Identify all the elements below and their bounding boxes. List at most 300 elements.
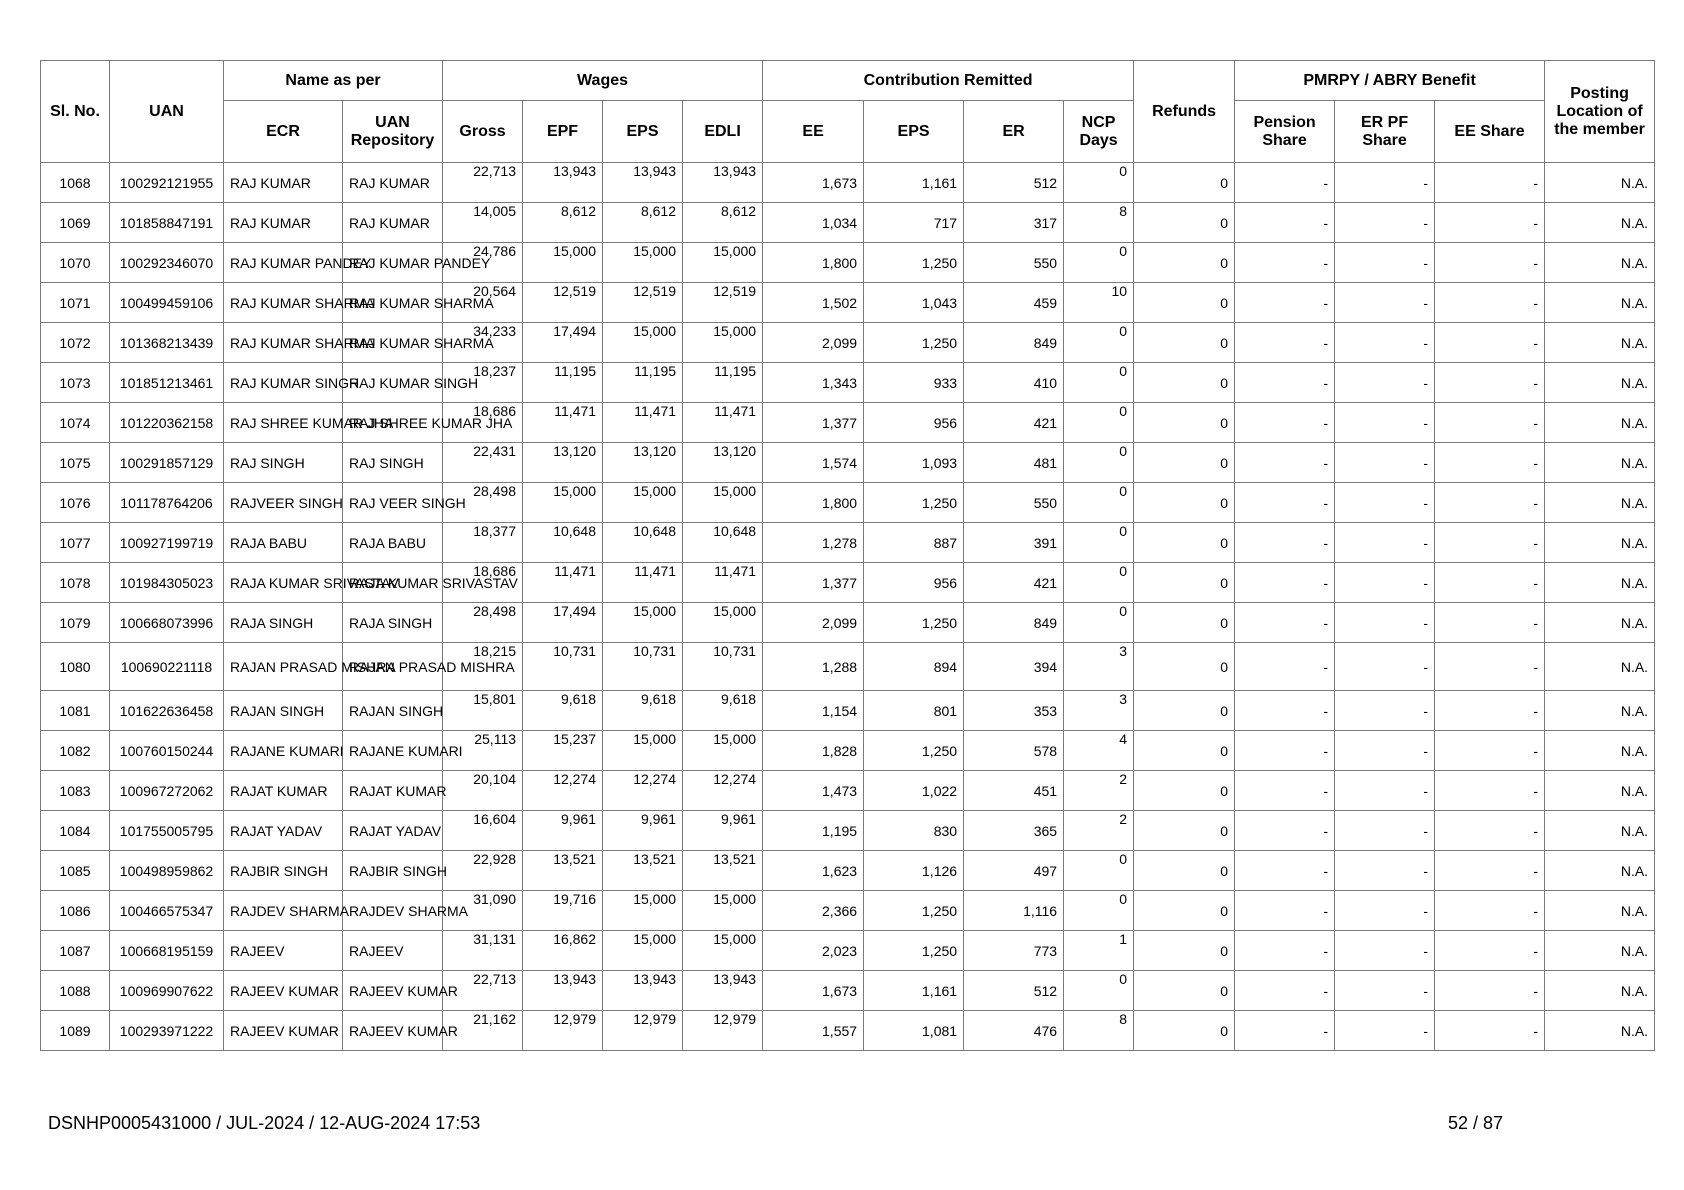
cell-eps-contribution: 1,093 [864,443,964,483]
cell-ee-share: - [1435,731,1545,771]
cell-epf: 17,494 [523,603,603,643]
cell-edli: 12,274 [683,771,763,811]
cell-ee: 1,828 [763,731,864,771]
cell-posting-location: N.A. [1545,363,1655,403]
cell-pension-share: - [1235,691,1335,731]
table-row [41,603,1655,643]
cell-ee-share: - [1435,1011,1545,1051]
cell-er-pf-share: - [1335,643,1435,691]
table-row [41,643,1655,691]
cell-ee: 1,623 [763,851,864,891]
cell-sl-no: 1078 [41,563,110,603]
cell-edli: 12,519 [683,283,763,323]
cell-ecr-name: RAJDEV SHARMA [224,891,343,931]
page-number: 52 / 87 [1448,1113,1504,1133]
cell-epf: 11,471 [523,563,603,603]
cell-ee-share: - [1435,523,1545,563]
cell-ncp-days: 3 [1064,691,1134,731]
cell-ee: 1,343 [763,363,864,403]
cell-pension-share: - [1235,163,1335,203]
cell-ecr-name: RAJ KUMAR SINGH [224,363,343,403]
cell-pension-share: - [1235,811,1335,851]
cell-refunds: 0 [1134,563,1235,603]
cell-sl-no: 1086 [41,891,110,931]
cell-edli: 11,471 [683,563,763,603]
cell-ee: 1,673 [763,971,864,1011]
cell-sl-no: 1087 [41,931,110,971]
cell-ee-share: - [1435,243,1545,283]
cell-uan: 100927199719 [110,523,224,563]
cell-ncp-days: 0 [1064,891,1134,931]
cell-uan: 100499459106 [110,283,224,323]
cell-edli: 9,961 [683,811,763,851]
cell-eps: 8,612 [603,203,683,243]
cell-gross: 31,131 [443,931,523,971]
table-row [41,483,1655,523]
cell-er: 451 [964,771,1064,811]
cell-er: 459 [964,283,1064,323]
cell-posting-location: N.A. [1545,323,1655,363]
cell-posting-location: N.A. [1545,163,1655,203]
cell-posting-location: N.A. [1545,891,1655,931]
cell-er: 512 [964,971,1064,1011]
cell-sl-no: 1079 [41,603,110,643]
cell-eps-contribution: 1,250 [864,931,964,971]
header-refunds: Refunds [1134,61,1235,163]
cell-uan: 100690221118 [110,643,224,691]
cell-er: 1,116 [964,891,1064,931]
cell-er: 391 [964,523,1064,563]
cell-eps: 15,000 [603,891,683,931]
cell-refunds: 0 [1134,891,1235,931]
cell-er: 476 [964,1011,1064,1051]
cell-sl-no: 1068 [41,163,110,203]
cell-er: 481 [964,443,1064,483]
cell-er: 421 [964,563,1064,603]
cell-ee-share: - [1435,163,1545,203]
cell-ee: 2,099 [763,323,864,363]
cell-sl-no: 1071 [41,283,110,323]
cell-ncp-days: 0 [1064,603,1134,643]
cell-edli: 15,000 [683,603,763,643]
cell-uan-repository-name: RAJ SINGH [343,443,443,483]
cell-eps-contribution: 1,250 [864,323,964,363]
cell-eps: 11,471 [603,563,683,603]
cell-ee: 1,195 [763,811,864,851]
cell-pension-share: - [1235,283,1335,323]
cell-uan-repository-name: RAJ KUMAR SHARMA [343,283,443,323]
cell-sl-no: 1085 [41,851,110,891]
cell-eps: 13,943 [603,163,683,203]
header-pension-share: Pension Share [1235,101,1335,163]
cell-eps: 13,521 [603,851,683,891]
cell-ee-share: - [1435,203,1545,243]
cell-ncp-days: 0 [1064,563,1134,603]
cell-ecr-name: RAJ KUMAR [224,163,343,203]
cell-pension-share: - [1235,563,1335,603]
cell-ncp-days: 0 [1064,163,1134,203]
cell-ncp-days: 0 [1064,443,1134,483]
cell-ee: 1,377 [763,403,864,443]
cell-ee: 1,800 [763,243,864,283]
header-sl-no: Sl. No. [41,61,110,163]
cell-er-pf-share: - [1335,483,1435,523]
cell-epf: 8,612 [523,203,603,243]
cell-eps: 15,000 [603,323,683,363]
cell-eps: 15,000 [603,731,683,771]
cell-refunds: 0 [1134,163,1235,203]
cell-edli: 15,000 [683,891,763,931]
cell-ecr-name: RAJANE KUMARI [224,731,343,771]
cell-epf: 17,494 [523,323,603,363]
cell-uan-repository-name: RAJAT YADAV [343,811,443,851]
cell-ecr-name: RAJA BABU [224,523,343,563]
cell-epf: 11,471 [523,403,603,443]
cell-gross: 18,377 [443,523,523,563]
cell-gross: 22,713 [443,163,523,203]
cell-gross: 18,686 [443,563,523,603]
cell-sl-no: 1077 [41,523,110,563]
cell-er-pf-share: - [1335,1011,1435,1051]
cell-ecr-name: RAJBIR SINGH [224,851,343,891]
cell-eps: 13,943 [603,971,683,1011]
cell-eps-contribution: 1,043 [864,283,964,323]
cell-ecr-name: RAJ KUMAR SHARMA [224,283,343,323]
cell-gross: 22,431 [443,443,523,483]
cell-pension-share: - [1235,643,1335,691]
cell-uan-repository-name: RAJA SINGH [343,603,443,643]
cell-ee-share: - [1435,603,1545,643]
cell-eps: 12,274 [603,771,683,811]
cell-eps-contribution: 956 [864,563,964,603]
cell-ee-share: - [1435,691,1545,731]
cell-er-pf-share: - [1335,811,1435,851]
cell-ee-share: - [1435,283,1545,323]
cell-sl-no: 1081 [41,691,110,731]
cell-edli: 13,521 [683,851,763,891]
cell-uan-repository-name: RAJ KUMAR SINGH [343,363,443,403]
cell-uan: 101220362158 [110,403,224,443]
cell-posting-location: N.A. [1545,851,1655,891]
cell-uan: 100293971222 [110,1011,224,1051]
cell-er-pf-share: - [1335,691,1435,731]
cell-sl-no: 1075 [41,443,110,483]
cell-gross: 18,237 [443,363,523,403]
cell-epf: 12,274 [523,771,603,811]
cell-ee: 1,154 [763,691,864,731]
cell-posting-location: N.A. [1545,243,1655,283]
table-row [41,891,1655,931]
cell-er: 550 [964,243,1064,283]
cell-ncp-days: 3 [1064,643,1134,691]
table-row [41,243,1655,283]
cell-er-pf-share: - [1335,603,1435,643]
cell-refunds: 0 [1134,971,1235,1011]
cell-ee: 1,288 [763,643,864,691]
cell-er-pf-share: - [1335,323,1435,363]
cell-er: 317 [964,203,1064,243]
cell-ncp-days: 8 [1064,1011,1134,1051]
cell-edli: 11,195 [683,363,763,403]
cell-ncp-days: 0 [1064,323,1134,363]
cell-epf: 10,731 [523,643,603,691]
header-wages: Wages [443,61,763,101]
cell-epf: 12,979 [523,1011,603,1051]
cell-er: 512 [964,163,1064,203]
cell-pension-share: - [1235,971,1335,1011]
cell-gross: 22,713 [443,971,523,1011]
cell-ee: 1,800 [763,483,864,523]
cell-eps-contribution: 830 [864,811,964,851]
cell-eps-contribution: 1,250 [864,891,964,931]
cell-edli: 12,979 [683,1011,763,1051]
cell-eps: 12,519 [603,283,683,323]
cell-ncp-days: 0 [1064,403,1134,443]
cell-edli: 15,000 [683,243,763,283]
cell-edli: 13,943 [683,971,763,1011]
cell-uan-repository-name: RAJ KUMAR PANDEY [343,243,443,283]
header-edli: EDLI [683,101,763,163]
cell-epf: 13,943 [523,971,603,1011]
cell-uan: 101984305023 [110,563,224,603]
cell-uan: 100668195159 [110,931,224,971]
cell-edli: 15,000 [683,323,763,363]
cell-sl-no: 1069 [41,203,110,243]
cell-ee-share: - [1435,483,1545,523]
cell-pension-share: - [1235,363,1335,403]
cell-er: 394 [964,643,1064,691]
cell-eps-contribution: 894 [864,643,964,691]
cell-ncp-days: 0 [1064,483,1134,523]
cell-posting-location: N.A. [1545,811,1655,851]
cell-epf: 12,519 [523,283,603,323]
cell-edli: 10,648 [683,523,763,563]
table-row [41,403,1655,443]
cell-ecr-name: RAJ KUMAR PANDEY [224,243,343,283]
cell-ecr-name: RAJA KUMAR SRIVASTAV [224,563,343,603]
cell-refunds: 0 [1134,363,1235,403]
cell-epf: 15,000 [523,243,603,283]
cell-eps-contribution: 717 [864,203,964,243]
cell-er-pf-share: - [1335,891,1435,931]
cell-refunds: 0 [1134,851,1235,891]
cell-edli: 15,000 [683,731,763,771]
table-header [41,61,1655,163]
cell-uan-repository-name: RAJA BABU [343,523,443,563]
cell-er-pf-share: - [1335,563,1435,603]
cell-eps-contribution: 1,161 [864,971,964,1011]
cell-sl-no: 1082 [41,731,110,771]
cell-eps: 12,979 [603,1011,683,1051]
table-row [41,731,1655,771]
cell-pension-share: - [1235,483,1335,523]
cell-refunds: 0 [1134,203,1235,243]
cell-uan: 100668073996 [110,603,224,643]
cell-refunds: 0 [1134,643,1235,691]
cell-er-pf-share: - [1335,283,1435,323]
cell-gross: 20,104 [443,771,523,811]
cell-ee: 1,278 [763,523,864,563]
cell-epf: 16,862 [523,931,603,971]
cell-uan: 101178764206 [110,483,224,523]
cell-refunds: 0 [1134,731,1235,771]
cell-pension-share: - [1235,443,1335,483]
cell-refunds: 0 [1134,323,1235,363]
cell-sl-no: 1084 [41,811,110,851]
cell-gross: 21,162 [443,1011,523,1051]
cell-ncp-days: 10 [1064,283,1134,323]
cell-er-pf-share: - [1335,163,1435,203]
cell-ee: 1,034 [763,203,864,243]
cell-er-pf-share: - [1335,523,1435,563]
cell-eps-contribution: 887 [864,523,964,563]
cell-uan-repository-name: RAJEEV KUMAR [343,1011,443,1051]
cell-gross: 20,564 [443,283,523,323]
cell-refunds: 0 [1134,243,1235,283]
cell-eps: 10,731 [603,643,683,691]
header-ee: EE [763,101,864,163]
cell-ecr-name: RAJEEV KUMAR [224,1011,343,1051]
table-row [41,323,1655,363]
cell-gross: 15,801 [443,691,523,731]
cell-ecr-name: RAJVEER SINGH [224,483,343,523]
cell-uan: 101858847191 [110,203,224,243]
cell-edli: 15,000 [683,931,763,971]
cell-sl-no: 1072 [41,323,110,363]
cell-epf: 13,120 [523,443,603,483]
cell-ecr-name: RAJAT KUMAR [224,771,343,811]
cell-epf: 15,237 [523,731,603,771]
cell-gross: 28,498 [443,603,523,643]
cell-eps-contribution: 1,250 [864,483,964,523]
header-ecr: ECR [224,101,343,163]
cell-er: 421 [964,403,1064,443]
cell-uan-repository-name: RAJ KUMAR SHARMA [343,323,443,363]
cell-refunds: 0 [1134,283,1235,323]
cell-eps: 15,000 [603,483,683,523]
cell-ecr-name: RAJAT YADAV [224,811,343,851]
cell-uan-repository-name: RAJAN SINGH [343,691,443,731]
cell-posting-location: N.A. [1545,403,1655,443]
cell-er-pf-share: - [1335,731,1435,771]
cell-er: 353 [964,691,1064,731]
cell-eps: 11,471 [603,403,683,443]
cell-refunds: 0 [1134,523,1235,563]
cell-ee-share: - [1435,323,1545,363]
cell-gross: 34,233 [443,323,523,363]
cell-er: 497 [964,851,1064,891]
cell-ncp-days: 8 [1064,203,1134,243]
cell-ee-share: - [1435,771,1545,811]
cell-refunds: 0 [1134,811,1235,851]
header-epf: EPF [523,101,603,163]
cell-sl-no: 1073 [41,363,110,403]
cell-posting-location: N.A. [1545,603,1655,643]
table-row [41,851,1655,891]
cell-epf: 13,521 [523,851,603,891]
header-er: ER [964,101,1064,163]
cell-uan: 100466575347 [110,891,224,931]
cell-epf: 9,961 [523,811,603,851]
cell-er-pf-share: - [1335,771,1435,811]
cell-posting-location: N.A. [1545,731,1655,771]
cell-eps-contribution: 1,250 [864,243,964,283]
cell-ee-share: - [1435,811,1545,851]
cell-gross: 18,215 [443,643,523,691]
cell-ncp-days: 0 [1064,851,1134,891]
cell-er: 773 [964,931,1064,971]
cell-ncp-days: 2 [1064,811,1134,851]
table-row [41,163,1655,203]
cell-ncp-days: 2 [1064,771,1134,811]
cell-posting-location: N.A. [1545,931,1655,971]
cell-uan-repository-name: RAJ SHREE KUMAR JHA [343,403,443,443]
table-row [41,363,1655,403]
cell-uan: 100292121955 [110,163,224,203]
cell-ee: 1,673 [763,163,864,203]
cell-uan: 100969907622 [110,971,224,1011]
table-body [41,163,1655,1051]
cell-sl-no: 1083 [41,771,110,811]
cell-er: 365 [964,811,1064,851]
cell-gross: 24,786 [443,243,523,283]
cell-ecr-name: RAJ KUMAR [224,203,343,243]
table-row [41,1011,1655,1051]
table-row [41,691,1655,731]
cell-ee: 2,366 [763,891,864,931]
cell-edli: 13,943 [683,163,763,203]
cell-ee: 1,473 [763,771,864,811]
cell-posting-location: N.A. [1545,563,1655,603]
cell-refunds: 0 [1134,443,1235,483]
cell-epf: 13,943 [523,163,603,203]
cell-eps: 13,120 [603,443,683,483]
cell-sl-no: 1088 [41,971,110,1011]
header-er-pf-share: ER PF Share [1335,101,1435,163]
cell-ee-share: - [1435,403,1545,443]
cell-er: 849 [964,323,1064,363]
cell-uan-repository-name: RAJANE KUMARI [343,731,443,771]
cell-ecr-name: RAJEEV KUMAR [224,971,343,1011]
table-row [41,203,1655,243]
cell-refunds: 0 [1134,691,1235,731]
cell-sl-no: 1080 [41,643,110,691]
cell-eps-contribution: 1,161 [864,163,964,203]
cell-sl-no: 1070 [41,243,110,283]
cell-uan: 101851213461 [110,363,224,403]
cell-eps-contribution: 1,250 [864,731,964,771]
cell-ee-share: - [1435,851,1545,891]
cell-pension-share: - [1235,203,1335,243]
cell-ee: 1,377 [763,563,864,603]
cell-eps: 11,195 [603,363,683,403]
cell-refunds: 0 [1134,483,1235,523]
cell-er: 578 [964,731,1064,771]
cell-ee-share: - [1435,931,1545,971]
header-gross: Gross [443,101,523,163]
cell-ee-share: - [1435,563,1545,603]
cell-uan-repository-name: RAJDEV SHARMA [343,891,443,931]
cell-uan: 100291857129 [110,443,224,483]
cell-ee: 1,502 [763,283,864,323]
cell-ncp-days: 0 [1064,523,1134,563]
cell-eps-contribution: 1,250 [864,603,964,643]
cell-pension-share: - [1235,523,1335,563]
cell-ee: 1,574 [763,443,864,483]
cell-eps-contribution: 1,022 [864,771,964,811]
cell-eps: 15,000 [603,603,683,643]
document-reference: DSNHP0005431000 / JUL-2024 / 12-AUG-2024 17:53 [48,1113,481,1133]
